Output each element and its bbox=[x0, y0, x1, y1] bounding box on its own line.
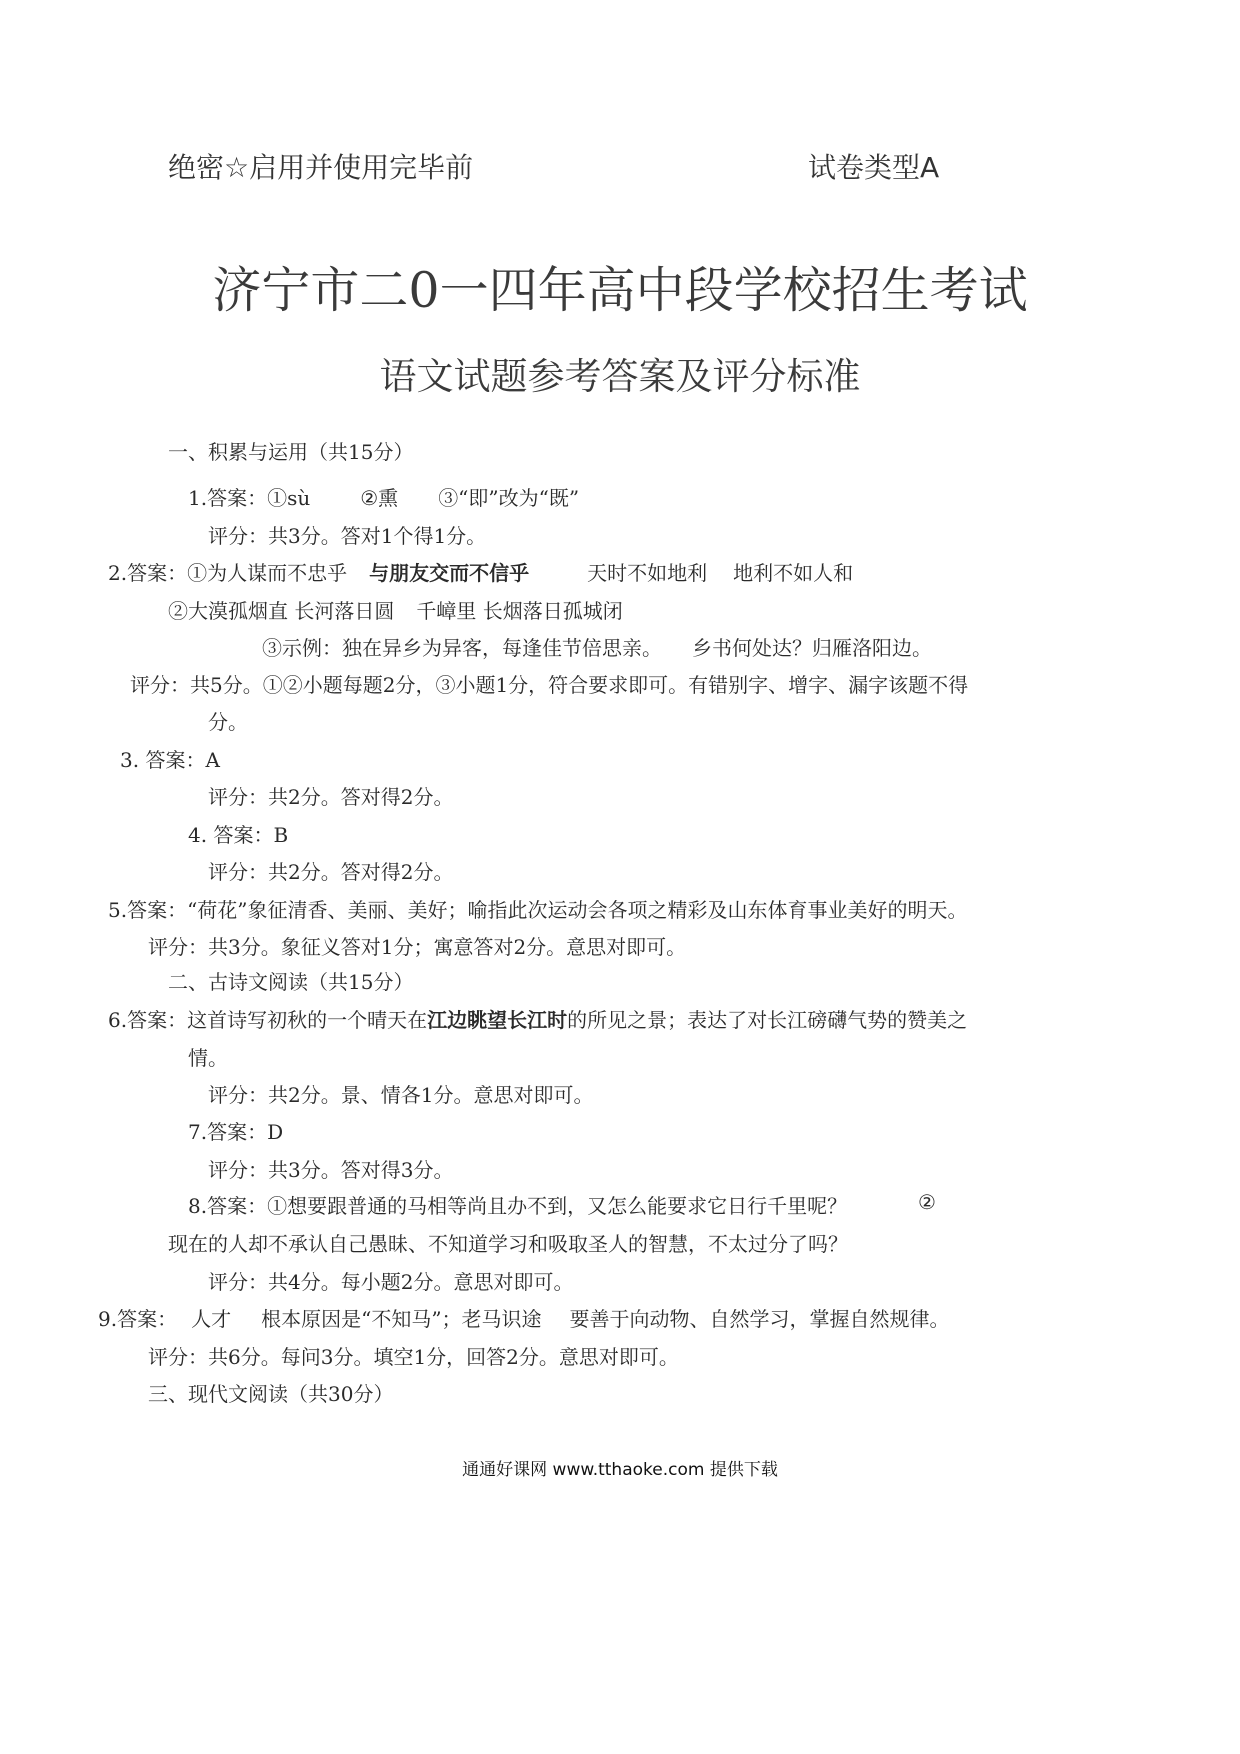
q1-answer-a2: ②熏 bbox=[360, 486, 399, 510]
q2-answer-p3b: 乡书何处达？归雁洛阳边。 bbox=[692, 636, 932, 660]
q2-answer-p1d: 地利不如人和 bbox=[733, 561, 854, 585]
exam-subtitle: 语文试题参考答案及评分标准 bbox=[379, 355, 861, 398]
q2-answer-line2 bbox=[168, 595, 623, 624]
section-heading-3: 三、现代文阅读（共30分） bbox=[148, 1382, 394, 1406]
q9-answer-a2: 根本原因是“不知马”；老马识途 bbox=[261, 1307, 542, 1331]
q4-score: 评分：共2分。答对得2分。 bbox=[208, 860, 454, 884]
q5-score: 评分：共3分。象征义答对1分；寓意答对2分。意思对即可。 bbox=[148, 935, 687, 959]
q2-answer-p3a: ③示例：独在异乡为异客，每逢佳节倍思亲。 bbox=[262, 636, 662, 660]
q9-answer-a3: 要善于向动物、自然学习，掌握自然规律。 bbox=[569, 1307, 950, 1331]
q2-score-line2: 分。 bbox=[208, 710, 248, 734]
q3-score: 评分：共2分。答对得2分。 bbox=[208, 785, 454, 809]
q5-answer: 5.答案：“荷花”象征清香、美丽、美好；喻指此次运动会各项之精彩及山东体育事业美好的明天。 bbox=[108, 898, 968, 922]
q6-answer-line2: 情。 bbox=[188, 1046, 228, 1070]
q6-answer-line1 bbox=[108, 1004, 967, 1033]
q1-answer-a1: ①sù bbox=[267, 486, 311, 510]
q9-answer-a1: 人才 bbox=[191, 1307, 232, 1331]
exam-title: 济宁市二0一四年高中段学校招生考试 bbox=[212, 262, 1028, 319]
q8-answer-mark2: ② bbox=[918, 1190, 936, 1214]
q2-answer-p1b: 与朋友交而不信乎 bbox=[369, 561, 530, 585]
q6-answer-c: 的所见之景；表达了对长江磅礴气势的赞美之 bbox=[567, 1008, 968, 1032]
q9-score: 评分：共6分。每问3分。填空1分，回答2分。意思对即可。 bbox=[148, 1345, 679, 1369]
q9-answer-label: 9.答案： bbox=[98, 1307, 178, 1331]
q2-answer-line1 bbox=[108, 557, 853, 586]
q2-answer-p1c: 天时不如地利 bbox=[587, 561, 708, 585]
q8-score: 评分：共4分。每小题2分。意思对即可。 bbox=[208, 1270, 574, 1294]
q1-answer bbox=[188, 482, 579, 511]
q6-score: 评分：共2分。景、情各1分。意思对即可。 bbox=[208, 1083, 594, 1107]
q4-answer: 4. 答案：B bbox=[188, 823, 289, 847]
q1-answer-label: 1.答案： bbox=[188, 486, 268, 510]
footer-download-note: 通通好课网 www.tthaoke.com 提供下载 bbox=[462, 1460, 778, 1480]
q9-answer bbox=[98, 1303, 950, 1332]
q2-score-line1: 评分：共5分。①②小题每题2分，③小题1分，符合要求即可。有错别字、增字、漏字该题不得 bbox=[130, 673, 969, 697]
section-heading-1: 一、积累与运用（共15分） bbox=[168, 440, 414, 464]
q2-answer-p1a: ①为人谋而不忠乎 bbox=[187, 561, 348, 585]
q6-answer-b: 江边眺望长江时 bbox=[427, 1008, 568, 1032]
q2-answer-p2b: 千嶂里 长烟落日孤城闭 bbox=[416, 599, 623, 623]
q7-answer: 7.答案：D bbox=[188, 1120, 284, 1144]
q8-answer-line2: 现在的人却不承认自己愚昧、不知道学习和吸取圣人的智慧，不太过分了吗？ bbox=[168, 1232, 848, 1256]
q1-answer-a3: ③“即”改为“既” bbox=[438, 486, 580, 510]
q2-answer-p2a: ②大漠孤烟直 长河落日圆 bbox=[168, 599, 395, 623]
q7-score: 评分：共3分。答对得3分。 bbox=[208, 1158, 454, 1182]
section-heading-2: 二、古诗文阅读（共15分） bbox=[168, 970, 414, 994]
confidential-label: 绝密☆启用并使用完毕前 bbox=[168, 151, 474, 184]
q8-answer-line1: 8.答案：①想要跟普通的马相等尚且办不到，又怎么能要求它日行千里呢？ bbox=[188, 1194, 848, 1218]
q3-answer: 3. 答案：A bbox=[120, 748, 220, 772]
q2-answer-label: 2.答案： bbox=[108, 561, 188, 585]
q6-answer-a: 6.答案：这首诗写初秋的一个晴天在 bbox=[108, 1008, 428, 1032]
q1-score: 评分：共3分。答对1个得1分。 bbox=[208, 524, 487, 548]
paper-type-label: 试卷类型A bbox=[808, 151, 940, 184]
q2-answer-line3 bbox=[262, 632, 932, 661]
